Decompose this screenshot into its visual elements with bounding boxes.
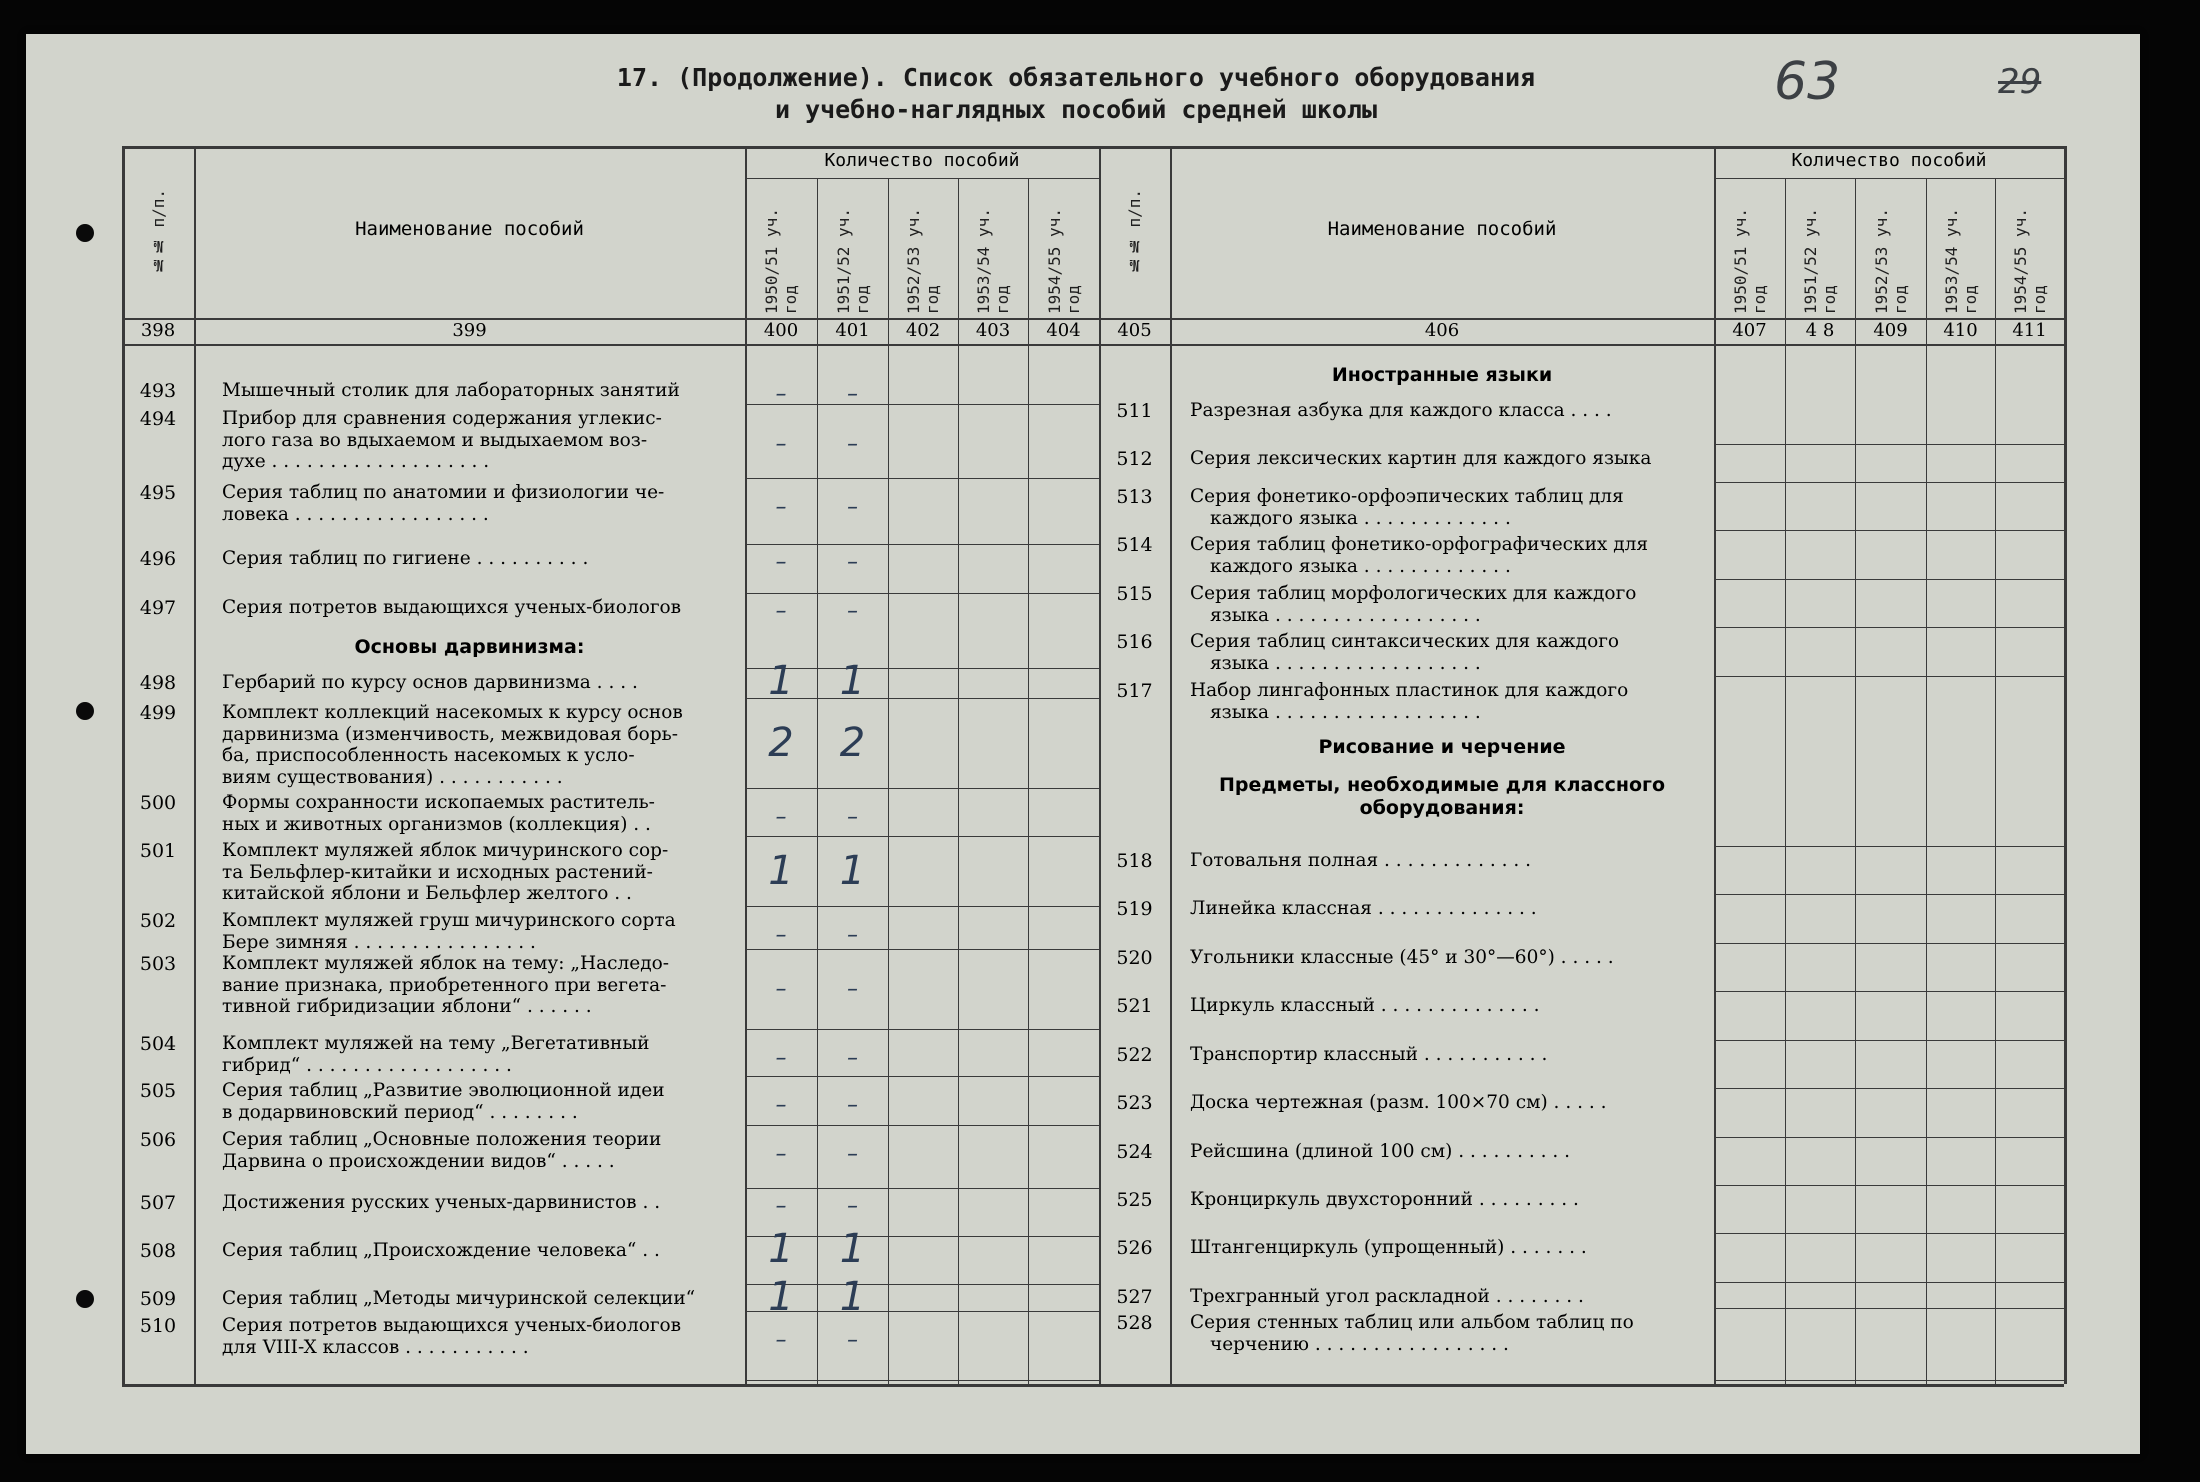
- item-number: 504: [139, 1033, 177, 1055]
- quantity-mark-1950: –: [775, 922, 787, 948]
- item-name-line: в додарвиновский период“ . . . . . . . .: [222, 1101, 578, 1123]
- table-rule: [888, 178, 889, 1384]
- item-number: 523: [1116, 1092, 1153, 1114]
- item-name-line: тивной гибридизации яблони“ . . . . . .: [222, 996, 592, 1017]
- column-number: 399: [452, 320, 487, 341]
- header-year-right-4-text: 1953/54 уч. год: [1941, 208, 1980, 314]
- column-number: 398: [140, 320, 176, 341]
- item-name-line: Гербарий по курсу основ дарвинизма . . . .: [222, 672, 638, 693]
- item-name-line: Серия таблиц „Основные положения теории: [222, 1129, 662, 1150]
- header-year-right-2: [1785, 178, 1855, 318]
- item-name-line: Линейка классная . . . . . . . . . . . . . .: [1190, 898, 1537, 919]
- quantity-mark-1951: 1: [839, 658, 866, 704]
- table-rule: [2064, 146, 2066, 1384]
- table-rule: [745, 593, 1099, 594]
- item-name-line: Кронциркуль двухсторонний . . . . . . . . .: [1190, 1189, 1579, 1210]
- header-year-right-5-text: 1954/55 уч. год: [2010, 208, 2049, 314]
- header-year-left-1: [745, 178, 817, 318]
- quantity-mark-1950: –: [775, 431, 787, 457]
- item-name-line: духе . . . . . . . . . . . . . . . . . . .: [222, 451, 490, 472]
- quantity-mark-1951: –: [847, 1092, 858, 1118]
- item-number: 498: [139, 672, 177, 694]
- table-rule: [1714, 1185, 2064, 1186]
- item-number: 516: [1116, 631, 1153, 653]
- table-rule: [745, 544, 1099, 545]
- quantity-mark-1950: –: [775, 599, 787, 624]
- table-rule: [1714, 943, 2064, 944]
- item-name-line: виям существования) . . . . . . . . . . .: [222, 766, 563, 788]
- item-name-line: языка . . . . . . . . . . . . . . . . . .: [1210, 604, 1481, 626]
- table-rule: [1714, 1088, 2064, 1089]
- header-year-right-5: [1995, 178, 2064, 318]
- item-name-line: Прибор для сравнения содержания углекис-: [222, 408, 662, 429]
- item-name-line: Комплект коллекций насекомых к курсу основ: [222, 702, 683, 723]
- quantity-mark-1951: –: [847, 804, 858, 830]
- table-rule: [1714, 894, 2064, 895]
- item-number: 521: [1116, 995, 1153, 1017]
- header-year-right-3-text: 1952/53 уч. год: [1871, 208, 1910, 314]
- table-rule: [745, 906, 1099, 907]
- table-rule: [1714, 530, 2064, 531]
- item-name-line: ловека . . . . . . . . . . . . . . . . .: [222, 503, 489, 525]
- table-rule: [745, 1188, 1099, 1189]
- item-name-line: Серия таблиц „Происхождение человека“ . .: [222, 1240, 660, 1261]
- table-rule: [745, 1029, 1099, 1030]
- item-number: 528: [1116, 1312, 1153, 1334]
- header-name-left: Наименование пособий: [355, 218, 584, 240]
- item-name-line: Серия стенных таблиц или альбом таблиц по: [1190, 1312, 1634, 1333]
- table-rule: [1714, 627, 2064, 628]
- item-number: 501: [139, 840, 177, 862]
- item-number: 511: [1116, 400, 1153, 422]
- quantity-mark-1951: –: [847, 1327, 858, 1353]
- item-name-line: Достижения русских ученых-дарвинистов . .: [222, 1192, 661, 1213]
- item-number: 524: [1116, 1141, 1153, 1163]
- item-name-line: Трехгранный угол раскладной . . . . . . . .: [1190, 1286, 1584, 1307]
- column-number: 404: [1046, 320, 1081, 341]
- table-rule: [745, 1125, 1099, 1126]
- title-line-1: 17. (Продолжение). Список обязательного учебного оборудования: [616, 63, 1536, 92]
- quantity-mark-1950: –: [775, 1141, 787, 1167]
- header-year-left-4: [958, 178, 1028, 318]
- item-number: 505: [139, 1080, 177, 1102]
- item-name-line: гибрид“ . . . . . . . . . . . . . . . . . .: [222, 1054, 512, 1076]
- header-year-right-1-text: 1950/51 уч. год: [1730, 208, 1769, 314]
- column-number: 406: [1424, 320, 1460, 341]
- table-rule: [1714, 1308, 2064, 1309]
- item-name-line: языка . . . . . . . . . . . . . . . . . .: [1210, 652, 1481, 674]
- binder-hole: [76, 224, 94, 242]
- item-number: 527: [1116, 1286, 1153, 1308]
- item-number: 503: [139, 953, 177, 975]
- item-name-line: Доска чертежная (разм. 100×70 см) . . . . .: [1190, 1092, 1607, 1113]
- header-num-left-text: №№ п/п.: [148, 188, 168, 276]
- quantity-mark-1950: –: [775, 494, 787, 520]
- table-rule: [745, 788, 1099, 789]
- column-number: 407: [1732, 320, 1767, 341]
- table-rule: [1714, 482, 2064, 483]
- header-year-right-3: [1855, 178, 1926, 318]
- item-number: 526: [1116, 1237, 1153, 1259]
- item-number: 520: [1116, 947, 1153, 969]
- header-num-right: [1099, 146, 1170, 318]
- item-name-line: черчению . . . . . . . . . . . . . . . . .: [1210, 1333, 1509, 1355]
- item-number: 496: [139, 548, 177, 570]
- quantity-mark-1951: –: [847, 550, 858, 575]
- column-number: 405: [1117, 320, 1152, 341]
- item-number: 514: [1116, 534, 1153, 556]
- table-rule: [1714, 1040, 2064, 1041]
- header-num-right-text: №№ п/п.: [1125, 188, 1144, 276]
- item-name-line: каждого языка . . . . . . . . . . . . .: [1210, 507, 1511, 529]
- item-name-line: каждого языка . . . . . . . . . . . . .: [1210, 555, 1511, 577]
- item-name-line: Комплект муляжей груш мичуринского сорта: [222, 910, 676, 931]
- item-number: 525: [1116, 1189, 1153, 1211]
- item-number: 497: [139, 597, 177, 619]
- table-rule: [1714, 846, 2064, 847]
- subsection-drawing-line-1: Предметы, необходимые для классного: [1218, 774, 1666, 796]
- header-year-left-2-text: 1951/52 уч. год: [833, 208, 872, 314]
- item-name-line: Серия таблиц синтаксических для каждого: [1190, 631, 1620, 652]
- item-name-line: Серия таблиц „Развитие эволюционной идеи: [222, 1080, 665, 1101]
- item-name-line: Разрезная азбука для каждого класса . . . .: [1190, 400, 1612, 421]
- item-name-line: Циркуль классный . . . . . . . . . . . . . .: [1190, 995, 1540, 1016]
- item-number: 519: [1116, 898, 1153, 920]
- header-year-left-3: [888, 178, 958, 318]
- column-number: 403: [975, 320, 1011, 341]
- header-year-left-3-text: 1952/53 уч. год: [904, 208, 942, 314]
- quantity-mark-1951: –: [847, 976, 858, 1002]
- item-number: 500: [139, 792, 177, 814]
- header-name-right: Наименование пособий: [1327, 218, 1557, 240]
- item-name-line: Серия таблиц фонетико-орфографических для: [1190, 534, 1649, 555]
- quantity-mark-1951: –: [847, 1141, 858, 1167]
- table-rule: [1714, 676, 2064, 677]
- column-number: 401: [835, 320, 870, 341]
- quantity-mark-1950: –: [775, 1194, 787, 1219]
- quantity-mark-1950: –: [775, 1092, 787, 1118]
- item-name-line: Серия фонетико-орфоэпических таблиц для: [1190, 486, 1624, 507]
- table-rule: [745, 1076, 1099, 1077]
- item-number: 510: [139, 1315, 177, 1337]
- table-rule: [122, 344, 2064, 346]
- table-rule: [1855, 178, 1856, 1384]
- table-rule: [1714, 1380, 2064, 1381]
- quantity-mark-1951: –: [847, 494, 858, 520]
- item-number: 502: [139, 910, 177, 932]
- header-year-left-5: [1028, 178, 1099, 318]
- item-name-line: Штангенциркуль (упрощенный) . . . . . . .: [1190, 1237, 1587, 1258]
- table-rule: [1926, 178, 1927, 1384]
- header-year-left-2: [817, 178, 888, 318]
- handwritten-page-number: 63: [1774, 52, 1841, 112]
- column-number: 4 8: [1805, 320, 1835, 341]
- header-year-left-1-text: 1950/51 уч. год: [762, 208, 800, 314]
- item-number: 509: [139, 1288, 177, 1310]
- binder-hole: [76, 1290, 94, 1308]
- item-name-line: Серия таблиц по анатомии и физиологии че-: [222, 482, 665, 503]
- table-rule: [1785, 178, 1786, 1384]
- quantity-mark-1950: 1: [768, 847, 794, 894]
- item-name-line: ных и животных организмов (коллекция) . .: [222, 813, 651, 835]
- item-name-line: та Бельфлер-китайки и исходных растений-: [222, 861, 653, 883]
- table-rule: [1995, 178, 1996, 1384]
- table-rule: [958, 178, 959, 1384]
- quantity-mark-1950: –: [775, 1327, 787, 1353]
- quantity-mark-1950: 1: [768, 658, 794, 704]
- quantity-mark-1950: –: [775, 976, 787, 1002]
- item-name-line: Комплект муляжей яблок мичуринского сор-: [222, 840, 669, 861]
- header-year-right-4: [1926, 178, 1995, 318]
- section-darwinism: Основы дарвинизма:: [354, 636, 585, 658]
- item-name-line: Комплект муляжей на тему „Вегетативный: [222, 1033, 650, 1054]
- item-number: 507: [139, 1192, 177, 1214]
- quantity-mark-1951: 1: [839, 847, 866, 894]
- item-number: 522: [1116, 1044, 1153, 1066]
- quantity-mark-1950: 1: [768, 1226, 794, 1272]
- header-qty-right: Количество пособий: [1791, 150, 1987, 171]
- table-rule: [1714, 579, 2064, 580]
- quantity-mark-1950: –: [775, 1045, 787, 1071]
- item-name-line: Серия таблиц по гигиене . . . . . . . . . .: [222, 548, 589, 569]
- quantity-mark-1950: –: [775, 550, 787, 575]
- header-year-left-4-text: 1953/54 уч. год: [974, 208, 1012, 314]
- item-name-line: Рейсшина (длиной 100 см) . . . . . . . . . .: [1190, 1141, 1570, 1162]
- item-name-line: Угольники классные (45° и 30°—60°) . . . . .: [1190, 947, 1614, 968]
- item-name-line: Мышечный столик для лабораторных занятий: [222, 380, 680, 401]
- item-name-line: ба, приспособленность насекомых к усло-: [222, 745, 635, 766]
- header-year-right-1: [1714, 178, 1785, 318]
- item-name-line: Комплект муляжей яблок на тему: „Наследо-: [222, 953, 669, 974]
- item-name-line: для VIII-X классов . . . . . . . . . . .: [222, 1336, 529, 1358]
- table-rule: [1028, 178, 1029, 1384]
- section-languages: Иностранные языки: [1331, 364, 1553, 386]
- section-drawing: Рисование и черчение: [1318, 736, 1566, 758]
- item-number: 495: [139, 482, 177, 504]
- quantity-mark-1950: –: [775, 382, 787, 407]
- table-rule: [122, 1384, 2064, 1387]
- item-number: 493: [139, 380, 177, 402]
- table-rule: [745, 478, 1099, 479]
- table-rule: [1714, 444, 2064, 445]
- quantity-mark-1951: –: [847, 431, 858, 457]
- quantity-mark-1950: 1: [768, 1274, 794, 1320]
- item-name-line: вание признака, приобретенного при вегета-: [222, 974, 667, 996]
- quantity-mark-1950: –: [775, 804, 787, 830]
- header-year-left-5-text: 1954/55 уч. год: [1044, 208, 1083, 314]
- table-rule: [745, 949, 1099, 950]
- quantity-mark-1951: –: [847, 1045, 858, 1071]
- subsection-drawing-line-2: оборудования:: [1359, 797, 1525, 819]
- item-name-line: Готовальня полная . . . . . . . . . . . . .: [1190, 850, 1532, 871]
- item-number: 499: [139, 702, 177, 724]
- item-name-line: Бере зимняя . . . . . . . . . . . . . . . .: [222, 931, 536, 953]
- header-qty-left: Количество пособий: [824, 150, 1020, 171]
- item-name-line: Серия таблиц „Методы мичуринской селекции“: [222, 1288, 696, 1309]
- item-number: 513: [1116, 486, 1153, 508]
- item-name-line: дарвинизма (изменчивость, межвидовая борь-: [222, 723, 678, 745]
- item-name-line: Набор лингафонных пластинок для каждого: [1190, 680, 1629, 701]
- table-rule: [1714, 991, 2064, 992]
- quantity-mark-1951: –: [847, 382, 858, 407]
- table-rule: [1714, 1282, 2064, 1283]
- column-number: 400: [763, 320, 799, 341]
- item-name-line: Серия потретов выдающихся ученых-биологов: [222, 1315, 682, 1336]
- handwritten-corner-number: 29: [1998, 62, 2042, 102]
- table-rule: [122, 146, 2064, 149]
- item-name-line: Дарвина о происхождении видов“ . . . . .: [222, 1150, 615, 1172]
- binder-hole: [76, 702, 94, 720]
- quantity-mark-1951: –: [847, 922, 858, 948]
- item-number: 506: [139, 1129, 177, 1151]
- quantity-mark-1951: –: [847, 599, 858, 624]
- item-number: 518: [1116, 850, 1153, 872]
- item-name-line: китайской яблони и Бельфлер желтого . .: [222, 883, 632, 904]
- item-number: 512: [1116, 448, 1153, 470]
- quantity-mark-1950: 2: [768, 720, 794, 767]
- item-name-line: Серия потретов выдающихся ученых-биологов: [222, 597, 682, 618]
- item-name-line: языка . . . . . . . . . . . . . . . . . .: [1210, 701, 1481, 723]
- column-number: 410: [1943, 320, 1978, 341]
- item-name-line: Формы сохранности ископаемых раститель-: [222, 792, 655, 813]
- item-number: 517: [1116, 680, 1153, 702]
- item-name-line: Серия лексических картин для каждого языка: [1190, 448, 1652, 469]
- item-name-line: Транспортир классный . . . . . . . . . . .: [1190, 1044, 1548, 1065]
- table-rule: [745, 1380, 1099, 1381]
- quantity-mark-1951: –: [847, 1194, 858, 1219]
- item-number: 508: [139, 1240, 177, 1262]
- column-number: 409: [1873, 320, 1908, 341]
- table-rule: [1714, 1137, 2064, 1138]
- item-number: 515: [1116, 583, 1153, 605]
- column-number: 411: [2012, 320, 2047, 341]
- item-number: 494: [139, 408, 177, 430]
- quantity-mark-1951: 1: [839, 1226, 866, 1272]
- item-name-line: Серия таблиц морфологических для каждого: [1190, 583, 1637, 604]
- table-rule: [745, 836, 1099, 837]
- quantity-mark-1951: 2: [839, 720, 866, 767]
- title-line-2: и учебно-наглядных пособий средней школы: [774, 95, 1378, 124]
- quantity-mark-1951: 1: [839, 1274, 866, 1320]
- table-rule: [1714, 1233, 2064, 1234]
- header-num-left: [122, 146, 194, 318]
- item-name-line: лого газа во вдыхаемом и выдыхаемом воз-: [222, 429, 648, 451]
- header-year-right-2-text: 1951/52 уч. год: [1801, 208, 1839, 314]
- column-number: 402: [905, 320, 941, 341]
